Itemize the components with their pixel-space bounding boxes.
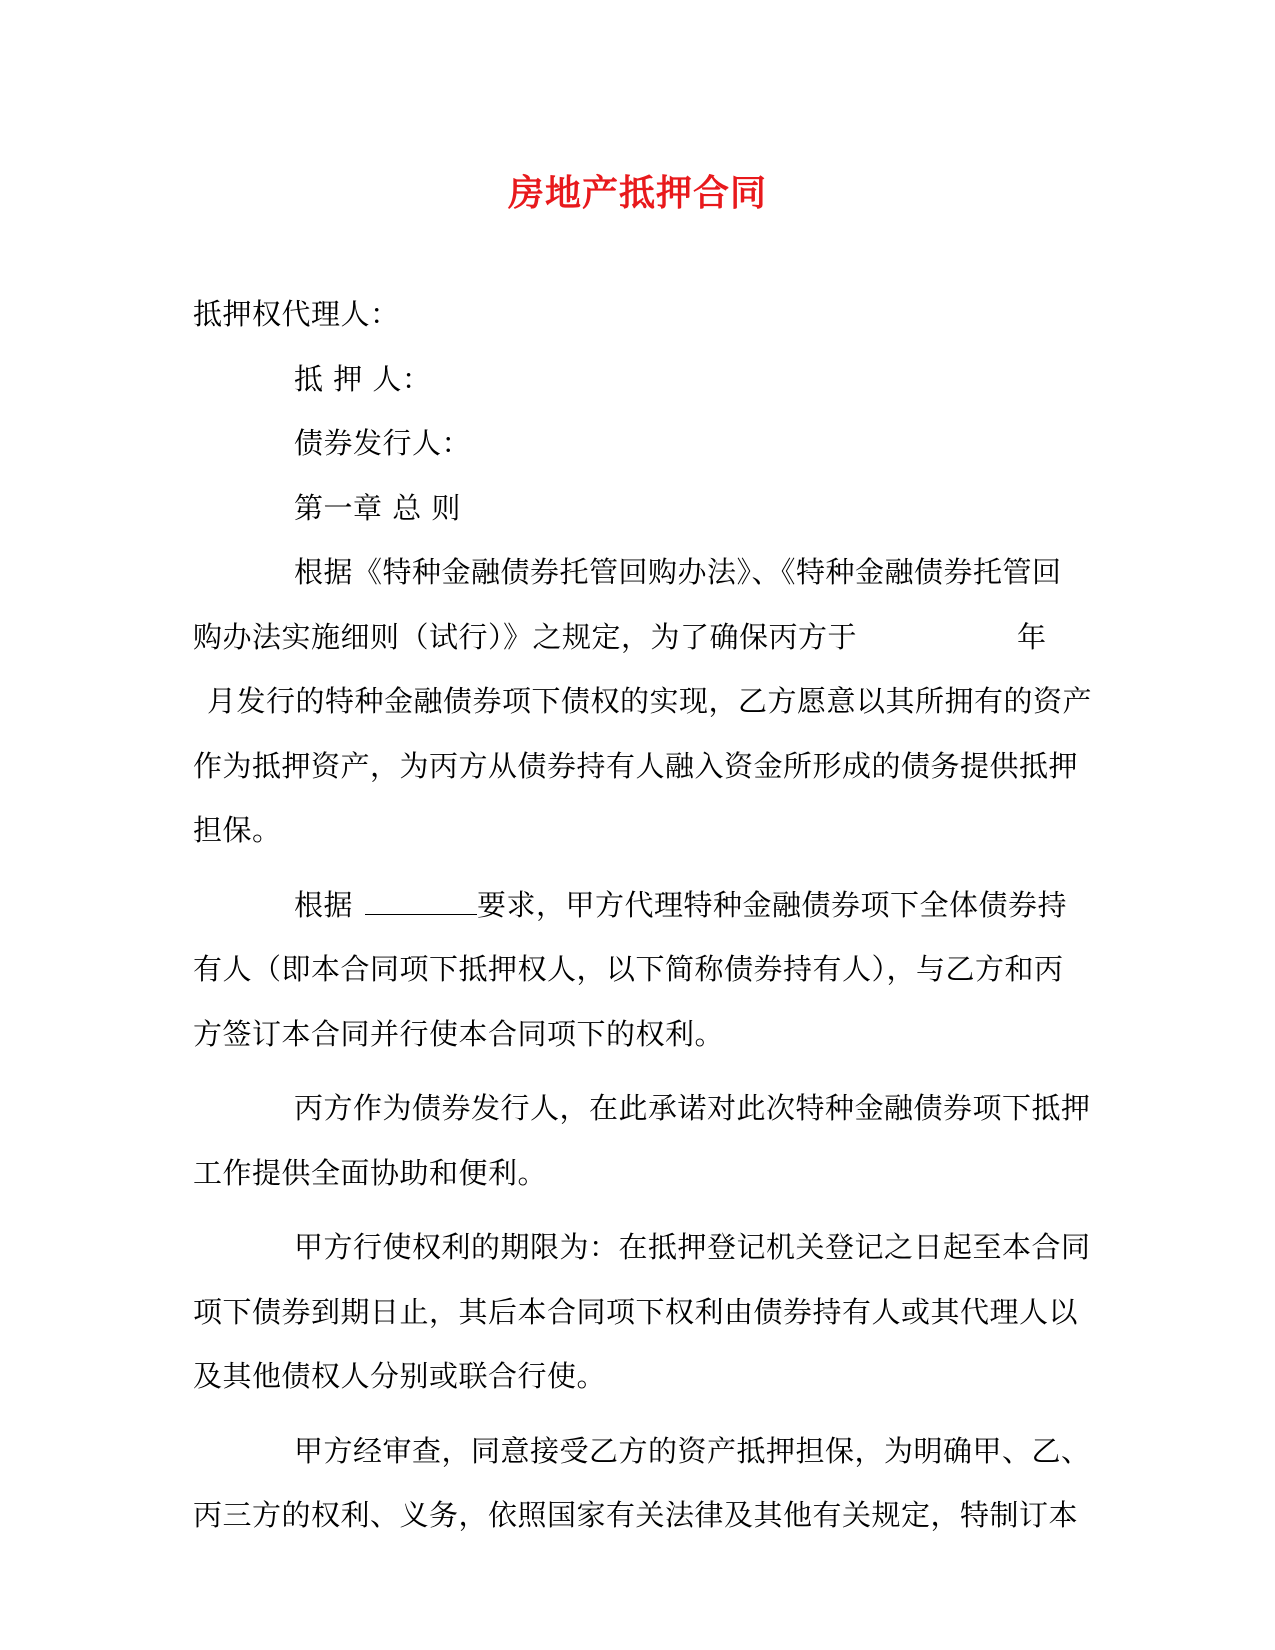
document-body	[193, 282, 1093, 1548]
paragraph-2-line-1-end: 要求，甲方代理特种金融债券项下全体债券持	[477, 887, 1068, 922]
paragraph-2-line-1	[193, 873, 1083, 938]
year-label: 年	[1017, 619, 1047, 654]
paragraph-2-line-2: 有人（即本合同项下抵押权人，以下简称债券持有人），与乙方和丙	[193, 952, 1064, 986]
paragraph-3-line-2: 工作提供全面协助和便利。	[193, 1155, 548, 1190]
paragraph-1-line-5: 担保。	[193, 813, 282, 847]
paragraph-4-line-3: 及其他债权人分别或联合行使。	[193, 1359, 607, 1393]
paragraph-5-line-1: 甲方经审查，同意接受乙方的资产抵押担保，为明确甲、乙、	[294, 1433, 1091, 1468]
paragraph-1-line-2	[193, 605, 1083, 670]
paragraph-1-line-4: 作为抵押资产，为丙方从债券持有人融入资金所形成的债务提供抵押	[193, 748, 1079, 783]
paragraph-2-line-3: 方签订本合同并行使本合同项下的权利。	[193, 1016, 725, 1051]
paragraph-3-line-1: 丙方作为债券发行人，在此承诺对此次特种金融债券项下抵押	[294, 1091, 1091, 1125]
paragraph-4-line-2: 项下债券到期日止，其后本合同项下权利由债券持有人或其代理人以	[193, 1294, 1079, 1329]
party-mortgagor-line	[193, 347, 1083, 412]
party-agent-line: 抵押权代理人：	[193, 297, 400, 331]
paragraph-1-line-3: 月发行的特种金融债券项下债权的实现，乙方愿意以其所拥有的资产	[207, 684, 1093, 718]
paragraph-5-line-2: 丙三方的权利、义务，依照国家有关法律及其他有关规定，特制订本	[193, 1498, 1079, 1532]
paragraph-1-line-2-text: 购办法实施细则（试行）》之规定，为了确保丙方于	[193, 619, 858, 654]
party-issuer-line: 债券发行人：	[294, 426, 472, 460]
paragraph-2-line-1-start: 根据	[294, 887, 354, 922]
chapter-heading: 第一章 总 则	[294, 490, 461, 525]
fill-in-blank	[365, 892, 477, 915]
document-title: 房地产抵押合同	[507, 172, 767, 214]
paragraph-1-line-1: 根据《特种金融债券托管回购办法》、《特种金融债券托管回	[294, 555, 1062, 589]
mortgagor-label: 抵 押 人：	[294, 361, 432, 396]
paragraph-4-line-1: 甲方行使权利的期限为：在抵押登记机关登记之日起至本合同	[294, 1230, 1091, 1264]
